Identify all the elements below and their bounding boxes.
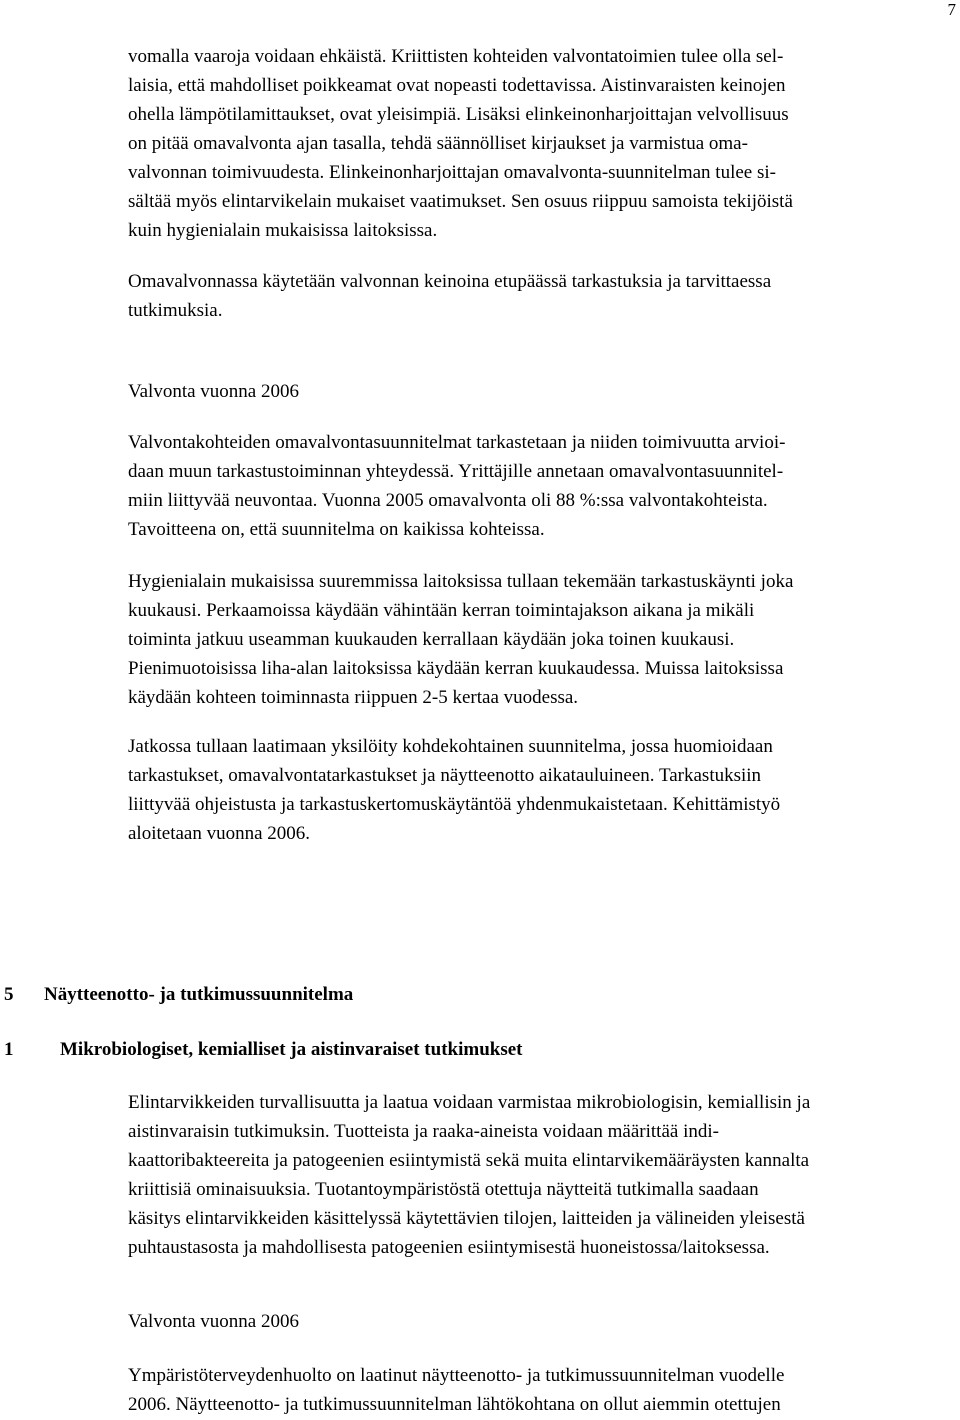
section-title: Näytteenotto- ja tutkimussuunnitelma <box>44 984 354 1005</box>
text-line: valvonnan toimivuudesta. Elinkeinonharjoittajan omavalvonta-suunnitelman tulee si- <box>128 162 776 183</box>
text-line: kaattoribakteereita ja patogeenien esiintymistä sekä muita elintarvikemääräysten kannalta <box>128 1150 810 1171</box>
text-line: 2006. Näytteenotto- ja tutkimussuunnitelman lähtökohtana on ollut aiemmin otettujen <box>128 1394 781 1415</box>
paragraph-omavalvonta-intro <box>128 42 958 245</box>
paragraph-tutkimukset <box>128 1088 958 1262</box>
section-number: 1 <box>4 1039 14 1060</box>
section-heading-5 <box>4 980 353 1009</box>
text-line: miin liittyvää neuvontaa. Vuonna 2005 omavalvonta oli 88 %:ssa valvontakohteista. <box>128 490 768 511</box>
text-line: sältää myös elintarvikelain mukaiset vaatimukset. Sen osuus riippuu samoista tekijöistä <box>128 191 793 212</box>
text-line: puhtaustasosta ja mahdollisesta patogeenien esiintymisestä huoneistossa/laitoksessa. <box>128 1237 770 1258</box>
section-number: 5 <box>4 984 14 1005</box>
text-line: Hygienialain mukaisissa suuremmissa laitoksissa tullaan tekemään tarkastuskäynti joka <box>128 571 794 592</box>
text-line: tutkimuksia. <box>128 300 223 321</box>
section-title: Mikrobiologiset, kemialliset ja aistinvaraiset tutkimukset <box>60 1039 523 1060</box>
text-line: toiminta jatkuu useamman kuukauden kerrallaan käydään joka toinen kuukausi. <box>128 629 735 650</box>
text-line: liittyvää ohjeistusta ja tarkastuskertomuskäytäntöä yhdenmukaistetaan. Kehittämistyö <box>128 794 781 815</box>
paragraph-naytteenotto <box>128 1361 958 1419</box>
page-number: 7 <box>947 0 956 19</box>
text-line: Tavoitteena on, että suunnitelma on kaikissa kohteissa. <box>128 519 545 540</box>
text-line: Valvontakohteiden omavalvontasuunnitelmat tarkastetaan ja niiden toimivuutta arvioi- <box>128 432 786 453</box>
text-line: aistinvaraisin tutkimuksin. Tuotteista ja raaka-aineista voidaan määrittää indi- <box>128 1121 719 1142</box>
paragraph-jatkossa <box>128 732 958 848</box>
paragraph-valvontakohteet <box>128 428 958 544</box>
paragraph-tarkastuskaynnit <box>128 567 958 712</box>
text-line: tarkastukset, omavalvontatarkastukset ja näytteenotto aikatauluineen. Tarkastuksiin <box>128 765 762 786</box>
paragraph-omavalvonta-keinot <box>128 267 958 325</box>
text-line: kuukausi. Perkaamoissa käydään vähintään kerran toimintajakson aikana ja mikäli <box>128 600 755 621</box>
text-line: daan muun tarkastustoiminnan yhteydessä. Yrittäjille annetaan omavalvontasuunnitel- <box>128 461 784 482</box>
text-line: laisia, että mahdolliset poikkeamat ovat nopeasti todettavissa. Aistinvaraisten keinojen <box>128 75 786 96</box>
heading-valvonta-vuonna-2006: Valvonta vuonna 2006 <box>128 381 299 402</box>
text-line: vomalla vaaroja voidaan ehkäistä. Kriittisten kohteiden valvontatoimien tulee olla sel- <box>128 46 784 67</box>
section-heading-1 <box>4 1035 523 1064</box>
text-line: käydään kohteen toiminnasta riippuen 2-5 kertaa vuodessa. <box>128 687 579 708</box>
text-line: Omavalvonnassa käytetään valvonnan keinoina etupäässä tarkastuksia ja tarvittaessa <box>128 271 772 292</box>
text-line: kriittisiä ominaisuuksia. Tuotantoympäristöstä otettuja näytteitä tutkimalla saadaan <box>128 1179 759 1200</box>
text-line: Pienimuotoisissa liha-alan laitoksissa käydään kerran kuukaudessa. Muissa laitoksissa <box>128 658 784 679</box>
text-line: käsitys elintarvikkeiden käsittelyssä käytettävien tilojen, laitteiden ja välineiden yleisestä <box>128 1208 805 1229</box>
heading-valvonta-vuonna-2006: Valvonta vuonna 2006 <box>128 1311 299 1332</box>
text-line: aloitetaan vuonna 2006. <box>128 823 311 844</box>
text-line: Ympäristöterveydenhuolto on laatinut näytteenotto- ja tutkimussuunnitelman vuodelle <box>128 1365 785 1386</box>
text-line: ohella lämpötilamittaukset, ovat yleisimpiä. Lisäksi elinkeinonharjoittajan velvollisuus <box>128 104 789 125</box>
text-line: kuin hygienialain mukaisissa laitoksissa. <box>128 220 438 241</box>
text-line: on pitää omavalvonta ajan tasalla, tehdä säännölliset kirjaukset ja varmistua oma- <box>128 133 748 154</box>
text-line: Jatkossa tullaan laatimaan yksilöity kohdekohtainen suunnitelma, jossa huomioidaan <box>128 736 773 757</box>
text-line: Elintarvikkeiden turvallisuutta ja laatua voidaan varmistaa mikrobiologisin, kemiallisin ja <box>128 1092 811 1113</box>
